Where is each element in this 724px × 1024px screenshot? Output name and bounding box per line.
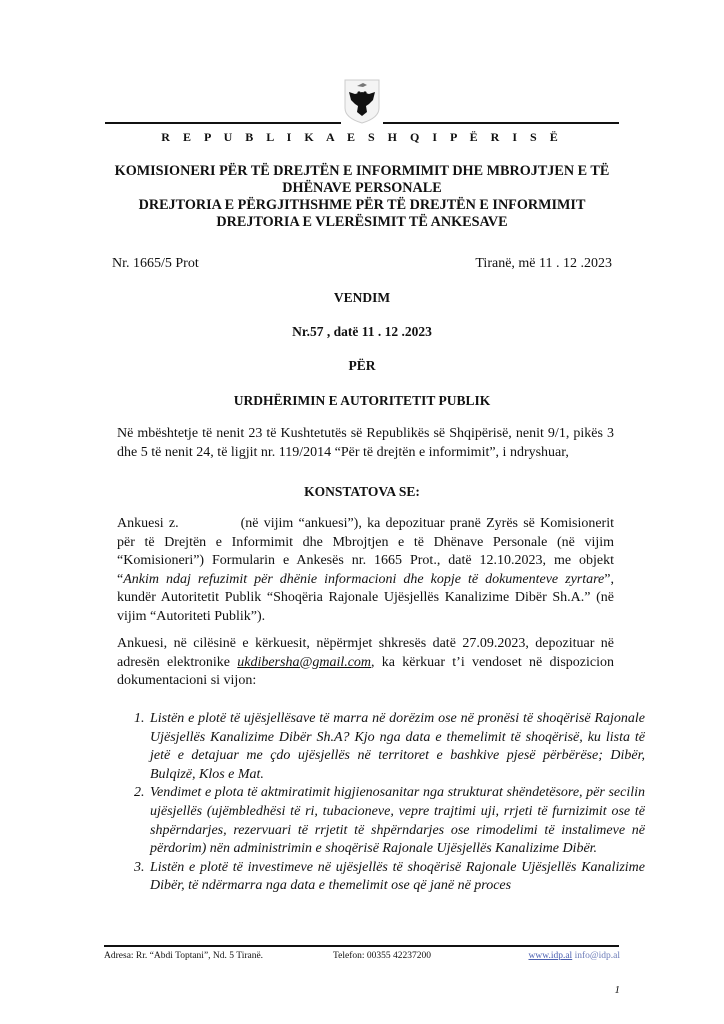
decision-number-date: Nr.57 , datë 11 . 12 .2023 (292, 324, 432, 339)
institution-name (100, 163, 624, 231)
institution-line-2: DHËNAVE PERSONALE (282, 180, 442, 196)
header-rule-left (105, 122, 341, 124)
legal-basis-paragraph: Në mbështetje të nenit 23 të Kushtetutës së Republikës së Shqipërisë, nenit 9/1, pikës 3 dhe 5 të nenit 24, të ligjit nr. 119/2014 “Për të drejtën e informimit”, i ndryshuar, (117, 426, 614, 460)
footer-rule (104, 945, 619, 947)
footer-phone: Telefon: 00355 42237200 (333, 951, 432, 961)
complainant-label: Ankuesi z. (117, 516, 179, 531)
request-paragraph: Ankuesi, në cilësinë e kërkuesit, nëpërmjet shkresës datë 27.09.2023, depozituar në adresën elektronike ukdibersha@gmail.com, ka kërkuar t’i vendoset në dispozicion dokumentacioni si vijon: (117, 636, 614, 689)
for-label: PËR (348, 358, 376, 373)
list-item: 3. Listën e plotë të investimeve në ujësjellës të shoqërisë Rajonale Ujësjellës Kanalizime Dibër, të ndërmarra nga data e themelimit ose që janë në proces (148, 859, 645, 896)
protocol-number: Nr. 1665/5 Prot (112, 256, 199, 271)
list-item: 2. Vendimet e plota të aktmiratimit higjienosanitar nga strukturat shëndetësore, për secilin ujësjellës (ujëmbledhësi të ri, tubacioneve, vepre trajtimi uji, rrjeti të furnizimit ose të shpërndarjes, rezervuari të rrjetit të shpërndarjes ose rimodelimi të instalimeve në përdorim) nën administrimin e shoqërisë Rajonale Ujësjellës Kanalizime Dibër. (148, 784, 645, 858)
document-type: VENDIM (333, 290, 391, 305)
footer-address: Adresa: Rr. “Abdi Toptani”, Nd. 5 Tiranë. (104, 951, 264, 961)
requested-items-list (117, 710, 645, 896)
email-link[interactable]: ukdibersha@gmail.com (237, 654, 372, 670)
website-link[interactable]: www.idp.al (528, 951, 573, 961)
directorate-general: DREJTORIA E PËRGJITHSHME PËR TË DREJTËN E INFORMIMIT (138, 197, 586, 213)
complaint-object: Ankim ndaj refuzimit për dhënie informacioni dhe kopje të dokumenteve zyrtare (123, 571, 605, 587)
directorate: DREJTORIA E VLERËSIMIT TË ANKESAVE (216, 214, 508, 230)
page-number: 1 (614, 984, 620, 996)
section-heading: KONSTATOVA SE: (304, 484, 420, 499)
complaint-paragraph: Ankuesi z. (në vijim “ankuesi”), ka depozituar pranë Zyrës së Komisionerit për të Drejtën e Informimit dhe Mbrojtjen e të Dhënave Personale (në vijim “Komisioneri”) Formularin e Ankesës nr. 1665 Prot., datë 12.10.2023, me objekt “Ankim ndaj refuzimit për dhënie informacioni dhe kopje të dokumenteve zyrtare”, kundër Autoritetit Publik “Shoqëria Rajonale Ujësjellës Kanalizime Dibër Sh.A.” (në vijim “Autoriteti Publik”). (117, 516, 614, 624)
place-date: Tiranë, më 11 . 12 .2023 (475, 256, 612, 271)
email-contact-link[interactable]: info@idp.al (574, 951, 620, 961)
albania-coat-of-arms-icon (343, 78, 381, 124)
decision-subject: URDHËRIMIN E AUTORITETIT PUBLIK (233, 393, 491, 408)
institution-line-1: KOMISIONERI PËR TË DREJTËN E INFORMIMIT DHE MBROJTJEN E TË (114, 163, 610, 179)
footer-contacts (528, 951, 620, 961)
country-title: R E P U B L I K A E S H Q I P Ë R I S Ë (161, 130, 563, 144)
header-rule-right (383, 122, 619, 124)
list-item: 1. Listën e plotë të ujësjellësave të marra në dorëzim ose në pronësi të shoqërisë Rajonale Ujësjellës Kanalizime Dibër Sh.A? Kjo nga data e themelimit të shoqërisë, ku lista të jetë e detajuar me çdo ujësjellës në territoret e bashkive pjesë përbërëse; Dibër, Bulqizë, Klos e Mat. (148, 710, 645, 784)
